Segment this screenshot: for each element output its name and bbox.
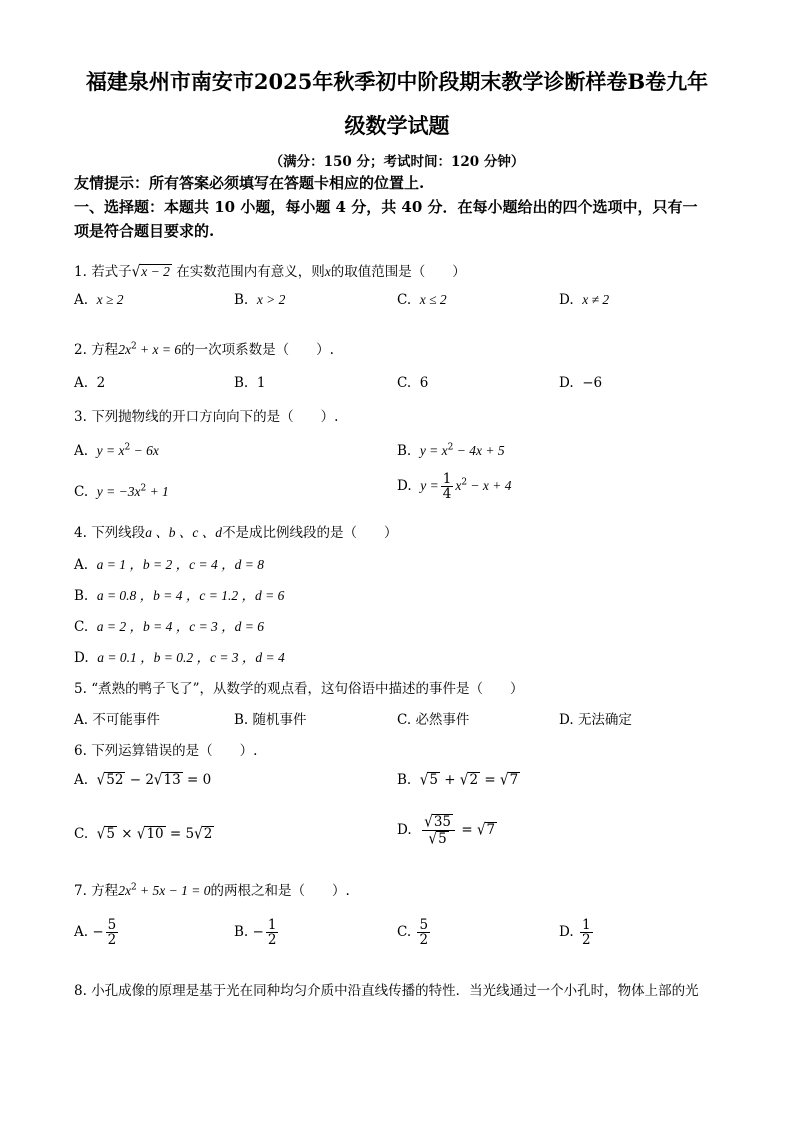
q1-option-d[interactable]: D. x ≠ 2 <box>559 292 610 308</box>
question-6: 6. 下列运算错误的是（ ）. <box>74 743 258 759</box>
q7-option-a[interactable]: A. − $\frac{5}{2}$ <box>74 917 117 949</box>
question-8: 8. 小孔成像的原理是基于光在同种均匀介质中沿直线传播的特性．当光线通过一个小孔时，物体上部的光 <box>74 983 699 999</box>
q1-option-c[interactable]: C. x ≤ 2 <box>397 292 447 308</box>
q4-option-a[interactable]: A. a = 1 ，b = 2 ，c = 4 ，d = 8 <box>74 557 264 573</box>
q1-option-b[interactable]: B. x > 2 <box>234 292 286 308</box>
q4-option-b[interactable]: B. a = 0.8 ，b = 4 ，c = 1.2 ，d = 6 <box>74 588 285 604</box>
q2-option-b[interactable]: B. 1 <box>234 375 266 391</box>
question-2: 2. 方程$2x^2 + x = 6$的一次项系数是（ ）. <box>74 341 334 358</box>
q5-option-a[interactable]: A. 不可能事件 <box>74 712 160 728</box>
section-heading-line1: 一、选择题：本题共 10 小题，每小题 4 分，共 40 分．在每小题给出的四个选项中，只有一 <box>74 198 698 216</box>
q3-option-d[interactable]: D. y = $\frac{1}{4}$ $x^2 - x + 4$ <box>397 471 512 503</box>
q6-option-c[interactable]: C. √5 × √10 = 5√2 <box>74 824 213 844</box>
q5-option-d[interactable]: D. 无法确定 <box>559 712 632 728</box>
radicand: x − 2 <box>141 264 170 279</box>
q3-option-b[interactable]: B. $y = x^2 - 4x + 5$ <box>397 442 505 459</box>
exam-meta: （满分：150 分；考试时间：120 分钟） <box>269 154 525 170</box>
q7-option-d[interactable]: D. $\frac{1}{2}$ <box>559 917 591 949</box>
q2-option-a[interactable]: A. 2 <box>74 375 106 391</box>
q2-option-d[interactable]: D. −6 <box>559 375 603 391</box>
q7-option-b[interactable]: B. − $\frac{1}{2}$ <box>234 917 277 949</box>
q6-option-a[interactable]: A. √52 − 2√13 = 0 <box>74 770 212 790</box>
q4-option-c[interactable]: C. a = 2 ，b = 4 ，c = 3 ，d = 6 <box>74 619 265 635</box>
q1-option-a[interactable]: A. x ≥ 2 <box>74 292 124 308</box>
tip-line: 友情提示：所有答案必须填写在答题卡相应的位置上. <box>74 174 425 192</box>
q4-option-d[interactable]: D. a = 0.1 ，b = 0.2 ，c = 3 ，d = 4 <box>74 650 285 666</box>
q2-option-c[interactable]: C. 6 <box>397 375 429 391</box>
question-3: 3. 下列抛物线的开口方向向下的是（ ）. <box>74 409 339 425</box>
question-5: 5. “煮熟的鸭子飞了”，从数学的观点看，这句俗语中描述的事件是（ ） <box>74 681 524 697</box>
exam-title-line2: 级数学试题 <box>344 113 450 138</box>
q3-option-a[interactable]: A. $y = x^2 - 6x$ <box>74 442 159 459</box>
question-number: 1. <box>74 264 87 280</box>
section-heading-line2: 项是符合题目要求的. <box>74 222 215 240</box>
q5-option-b[interactable]: B. 随机事件 <box>234 712 307 728</box>
q3-option-c[interactable]: C. $y = -3x^2 + 1$ <box>74 483 169 500</box>
q5-option-c[interactable]: C. 必然事件 <box>397 712 470 728</box>
q6-option-d[interactable]: D. $\frac{√35}{√5}$ = √7 <box>397 812 496 849</box>
question-7: 7. 方程$2x^2 + 5x - 1 = 0$的两根之和是（ ）. <box>74 882 350 899</box>
q6-option-b[interactable]: B. √5 + √2 = √7 <box>397 770 519 790</box>
question-4: 4. 下列线段a 、b 、c 、d不是成比例线段的是（ ） <box>74 525 398 541</box>
question-1: 1. 若式子√x − 2 在实数范围内有意义，则x的取值范围是（ ） <box>74 262 466 282</box>
q7-option-c[interactable]: C. $\frac{5}{2}$ <box>397 917 429 949</box>
exam-title-line1: 福建泉州市南安市2025年秋季初中阶段期末教学诊断样卷B卷九年 <box>85 69 709 94</box>
